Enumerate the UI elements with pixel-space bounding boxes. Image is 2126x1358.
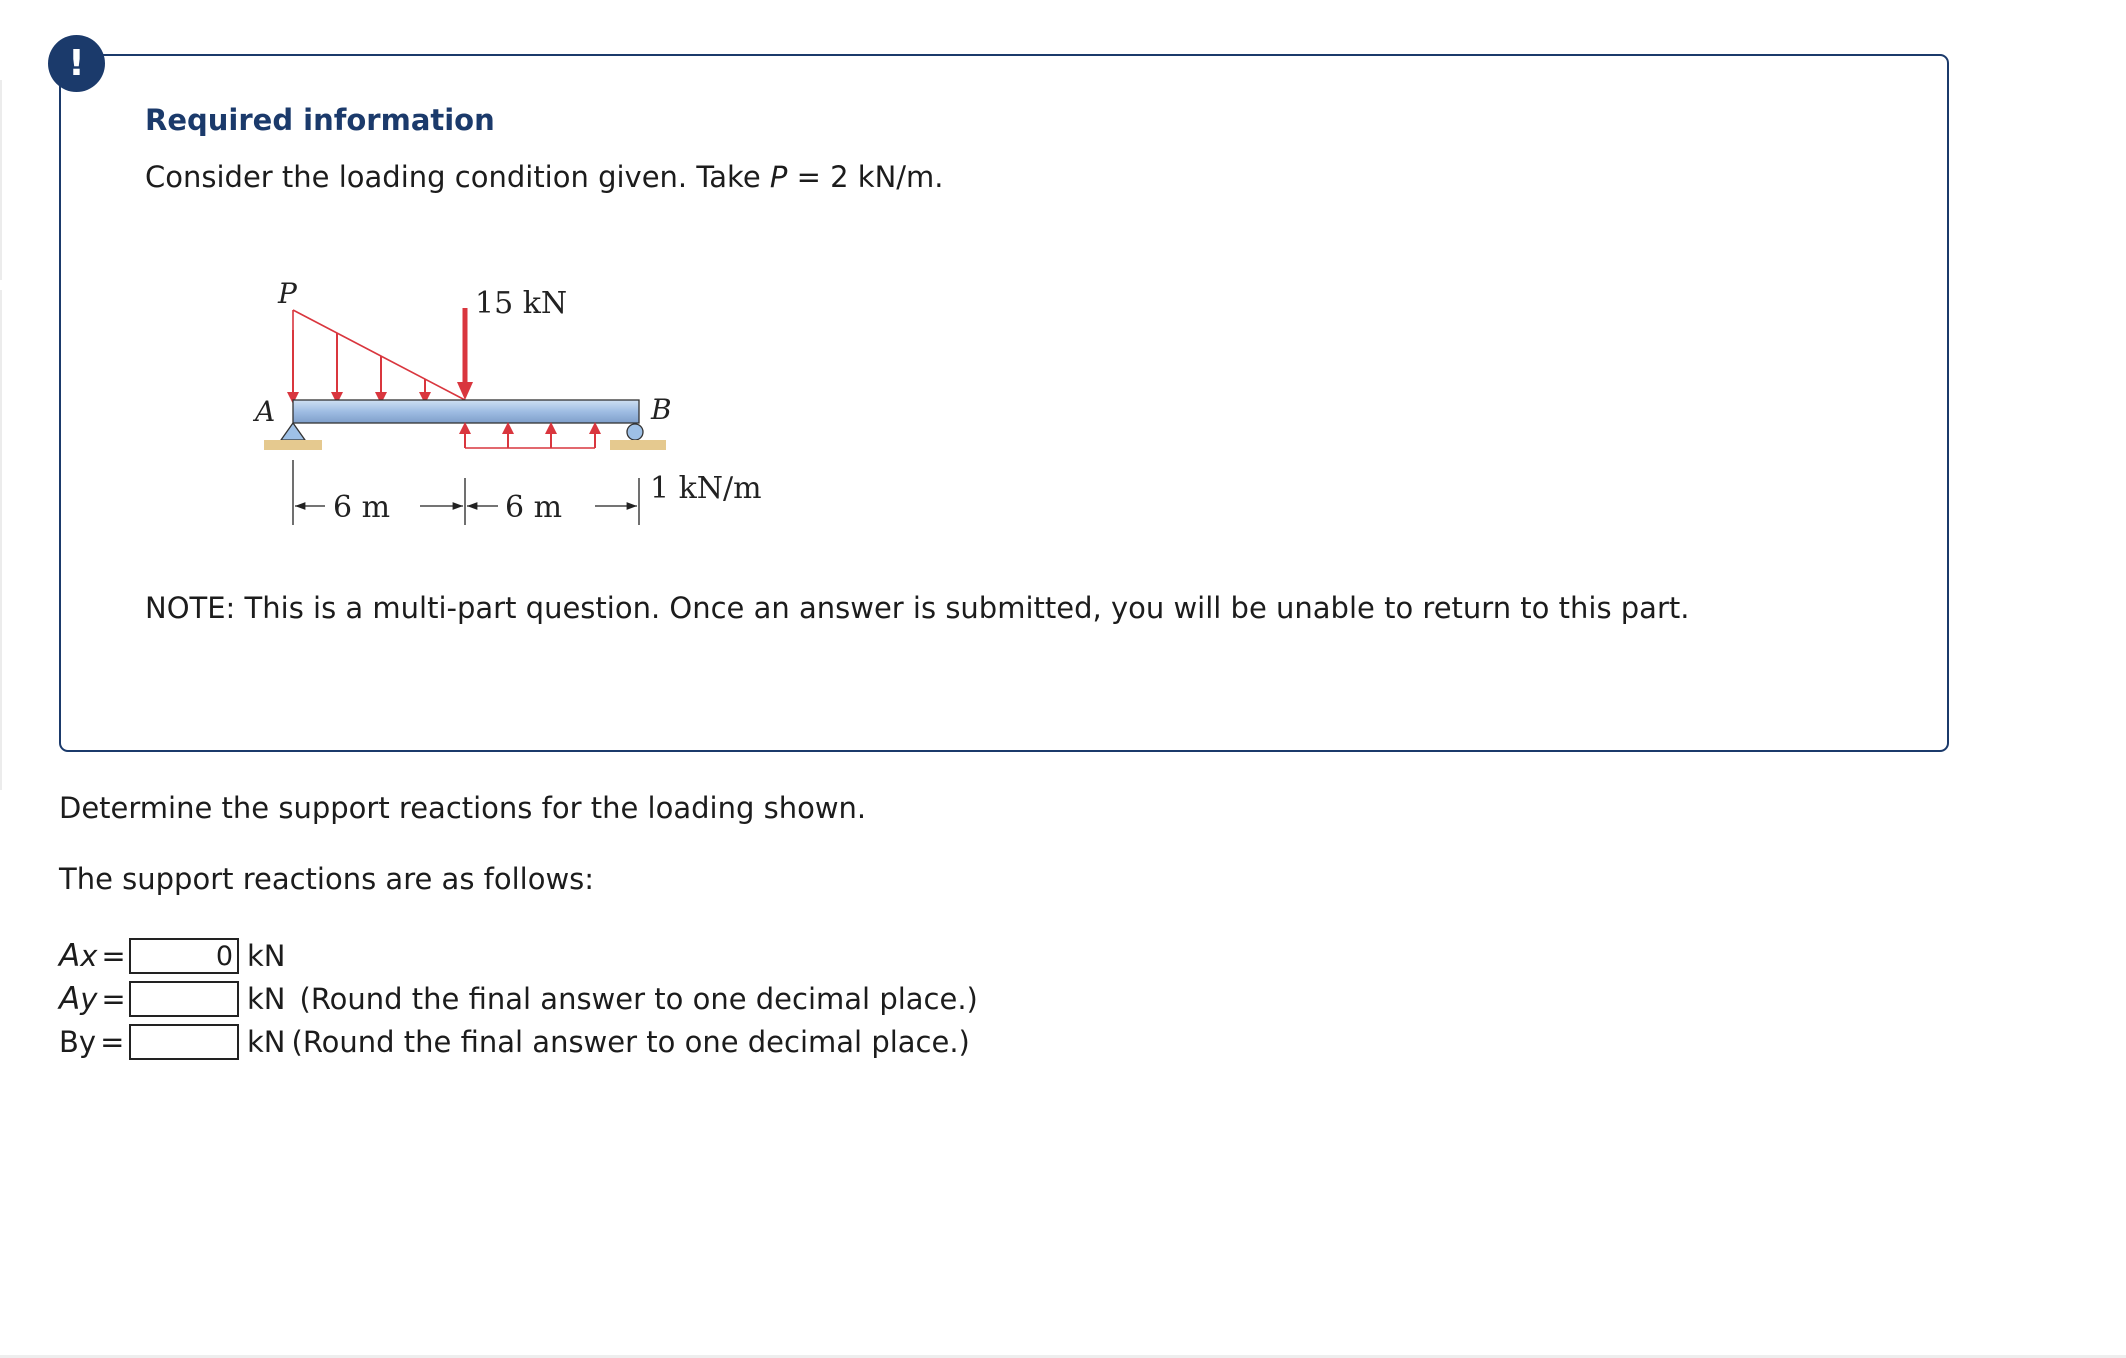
beam [293, 400, 639, 423]
question-prompt: Determine the support reactions for the loading shown. [59, 791, 867, 825]
answer-hint: (Round the final answer to one decimal place.) [291, 1025, 970, 1059]
dimension-left-label: 6 m [333, 490, 391, 525]
label-p: P [278, 277, 297, 310]
page-edge-rule [0, 290, 2, 790]
beam-loading-figure [250, 270, 790, 540]
label-b: B [651, 393, 672, 426]
roller-support-b [627, 424, 643, 440]
answer-unit: kN [247, 939, 286, 973]
dimension-right-label: 6 m [505, 490, 563, 525]
answer-subscript: y [80, 982, 98, 1016]
answer-equals: = [101, 939, 126, 973]
answer-equals: = [100, 1025, 125, 1059]
ax-input[interactable] [129, 938, 239, 974]
intro-text [145, 160, 944, 194]
triangle-load-slope [293, 310, 465, 400]
page-edge-rule [0, 80, 2, 280]
label-distributed-load: 1 kN/m [650, 471, 762, 506]
label-a: A [255, 395, 276, 428]
answer-label-by [59, 1025, 129, 1059]
ground-a [264, 440, 322, 450]
by-input[interactable] [129, 1024, 239, 1060]
answer-subscript: x [80, 939, 98, 973]
intro-prefix: Consider the loading condition given. Take [145, 160, 770, 194]
required-information-title: Required information [145, 103, 495, 137]
answer-label-ax [59, 938, 129, 974]
pin-support-a [281, 423, 305, 440]
reactions-intro: The support reactions are as follows: [59, 862, 595, 896]
intro-suffix: = 2 kN/m. [787, 160, 944, 194]
answer-unit: kN [247, 982, 286, 1016]
answer-row-ay [59, 979, 978, 1019]
answer-equals: = [101, 982, 126, 1016]
answer-label-ay [59, 981, 129, 1017]
answer-row-by [59, 1022, 970, 1062]
answer-var: A [59, 938, 81, 974]
ay-input[interactable] [129, 981, 239, 1017]
answer-unit: kN [247, 1025, 286, 1059]
multi-part-note: NOTE: This is a multi-part question. Once an answer is submitted, you will be unable to return to this part. [145, 591, 1690, 625]
label-point-load: 15 kN [475, 286, 568, 321]
answer-hint: (Round the final answer to one decimal place.) [299, 982, 978, 1016]
answer-row-ax [59, 936, 300, 976]
ground-b [610, 440, 666, 450]
answer-var: A [59, 981, 81, 1017]
alert-icon: ! [48, 35, 105, 92]
intro-variable: P [769, 160, 788, 194]
answer-var: By [59, 1025, 97, 1059]
